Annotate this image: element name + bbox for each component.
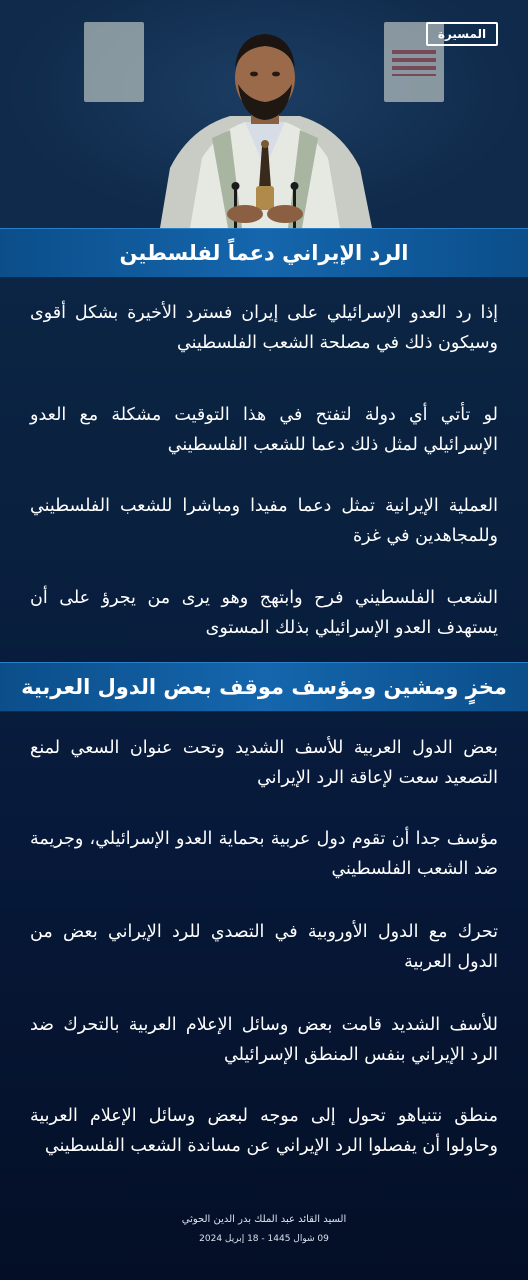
speaker-portrait — [150, 18, 380, 228]
section-heading-1 — [0, 228, 528, 278]
footer-date: 09 شوال 1445 - 18 إبريل 2024 — [199, 1234, 329, 1244]
paragraph: للأسف الشديد قامت بعض وسائل الإعلام العربية بالتحرك ضد الرد الإيراني بنفس المنطق الإسرائيلي — [30, 1015, 498, 1065]
footer-speaker: السيد القائد عبد الملك بدر الدين الحوثي — [181, 1214, 347, 1225]
section-title-2: مخزٍ ومشين ومؤسف موقف بعض الدول العربية — [21, 675, 507, 699]
section-title-1: الرد الإيراني دعماً لفلسطين — [119, 241, 409, 265]
channel-logo: المسيرة — [426, 22, 498, 46]
paragraph: بعض الدول العربية للأسف الشديد وتحت عنوان السعي لمنع التصعيد سعت لإعاقة الرد الإيراني — [30, 738, 498, 788]
paragraph: إذا رد العدو الإسرائيلي على إيران فسترد الأخيرة بشكل أقوى وسيكون ذلك في مصلحة الشعب الفلسطيني — [30, 303, 498, 353]
background-banner-left — [84, 22, 144, 102]
paragraph: العملية الإيرانية تمثل دعما مفيدا ومباشرا للشعب الفلسطيني وللمجاهدين في غزة — [30, 496, 498, 546]
section-heading-2 — [0, 662, 528, 712]
paragraph: لو تأتي أي دولة لتفتح في هذا التوقيت مشكلة مع العدو الإسرائيلي لمثل ذلك دعما للشعب الفلسطيني — [30, 405, 498, 455]
paragraph: مؤسف جدا أن تقوم دول عربية بحماية العدو الإسرائيلي، وجريمة ضد الشعب الفلسطيني — [30, 829, 498, 879]
hero-image — [0, 0, 528, 228]
paragraph: تحرك مع الدول الأوروبية في التصدي للرد الإيراني بعض من الدول العربية — [30, 922, 498, 972]
paragraph: الشعب الفلسطيني فرح وابتهج وهو يرى من يجرؤ على أن يستهدف العدو الإسرائيلي بذلك المستوى — [30, 588, 498, 638]
paragraph: منطق نتنياهو تحول إلى موجه لبعض وسائل الإعلام العربية وحاولوا أن يفصلوا الرد الإيراني عن مساندة الشعب الفلسطيني — [30, 1106, 498, 1156]
